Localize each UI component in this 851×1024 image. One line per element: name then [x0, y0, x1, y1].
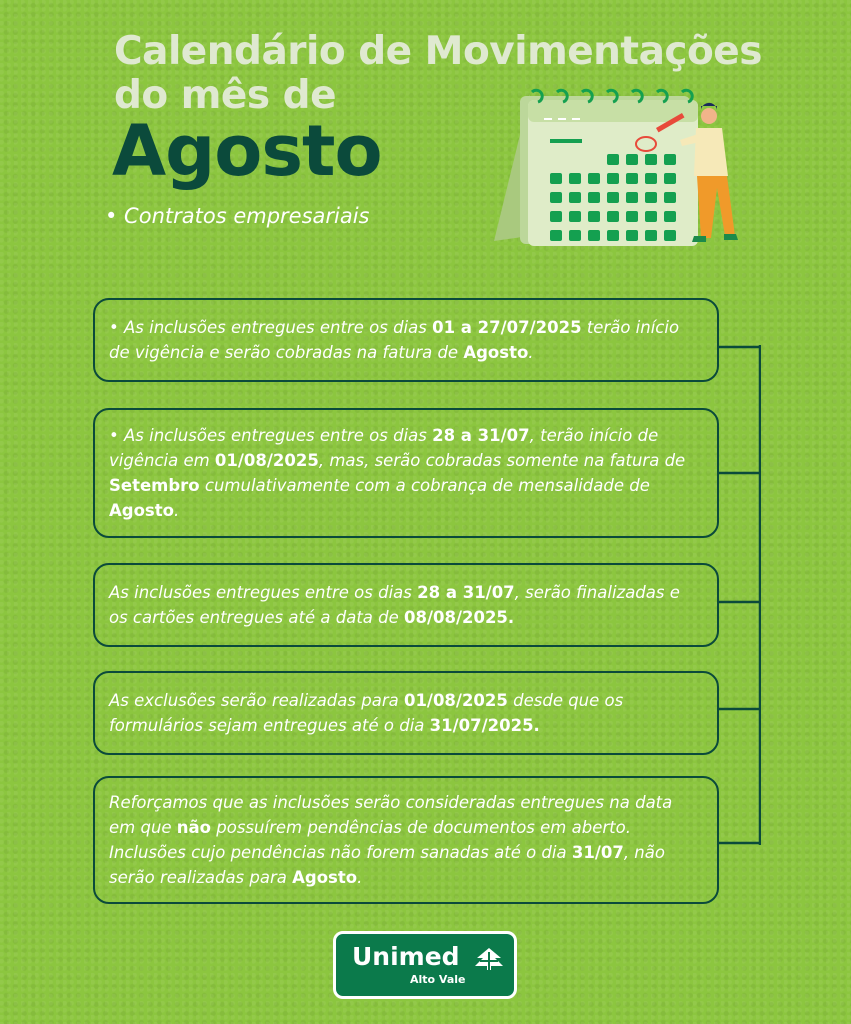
text-run: Reforçamos que as inclusões serão consideradas entregues na data em que: [109, 793, 673, 837]
calendar-cell: [550, 211, 562, 222]
info-box-5: [93, 776, 719, 904]
calendar-cell: [550, 192, 562, 203]
title-month: Agosto: [112, 110, 382, 192]
calendar-cell: [645, 230, 657, 241]
text-run: , serão finalizadas e os cartões entregues até a data de: [109, 583, 680, 627]
bold-run: 01/08/2025: [403, 691, 508, 710]
calendar-cell: [626, 173, 638, 184]
info-box-1: [93, 298, 719, 382]
bold-run: 01 a 27/07/2025: [432, 318, 582, 337]
bold-run: 28 a 31/07: [417, 583, 515, 602]
text-run: , não serão realizadas para: [109, 843, 665, 887]
title-line-1: Calendário de Movimentações: [114, 29, 762, 74]
logo-subtitle: Alto Vale: [410, 973, 466, 986]
calendar-cell: [607, 211, 619, 222]
logo-name: Unimed: [352, 942, 460, 971]
calendar-cell: [626, 211, 638, 222]
text-run: As inclusões entregues entre os dias: [109, 583, 418, 602]
calendar-cell: [664, 173, 676, 184]
text-run: desde que os formulários sejam entregues até o dia: [109, 691, 624, 735]
bold-run: 01/08/2025: [214, 451, 319, 470]
calendar-cell: [569, 173, 581, 184]
calendar-cell: [626, 230, 638, 241]
calendar-cell: [664, 230, 676, 241]
calendar-cell: [645, 173, 657, 184]
calendar-cell: [569, 211, 581, 222]
bold-run: não: [176, 818, 212, 837]
text-run: • As inclusões entregues entre os dias: [109, 426, 433, 445]
info-text-4: [109, 688, 703, 738]
text-run: , mas, serão cobradas somente na fatura de: [318, 451, 686, 470]
calendar-cell: [569, 230, 581, 241]
text-run: • As inclusões entregues entre os dias: [109, 318, 433, 337]
calendar-illustration: [494, 86, 744, 251]
text-run: .: [528, 343, 534, 362]
info-box-3: [93, 563, 719, 647]
calendar-cell: [645, 211, 657, 222]
calendar-cell: [550, 173, 562, 184]
calendar-cell: [588, 230, 600, 241]
unimed-logo: [333, 931, 517, 999]
info-text-1: [109, 315, 703, 365]
info-box-2: [93, 408, 719, 538]
text-run: .: [173, 501, 180, 520]
text-run: cumulativamente com a cobrança de mensalidade de: [199, 476, 650, 495]
bold-run: Agosto: [292, 868, 358, 887]
calendar-cell: [550, 230, 562, 241]
calendar-cell: [664, 192, 676, 203]
subtitle: • Contratos empresariais: [105, 204, 370, 228]
text-run: , terão início de vigência em: [109, 426, 659, 470]
connector-lines: [719, 345, 761, 845]
calendar-cell: [588, 211, 600, 222]
bold-run: 31/07/2025.: [429, 716, 540, 735]
text-run: .: [357, 868, 363, 887]
calendar-cell: [645, 154, 657, 165]
calendar-cell: [588, 173, 600, 184]
calendar-cell: [607, 173, 619, 184]
title-line-2: do mês de: [114, 73, 337, 118]
calendar-cell: [664, 154, 676, 165]
calendar-cell: [607, 154, 619, 165]
calendar-cell: [626, 192, 638, 203]
bold-run: 31/07: [571, 843, 624, 862]
calendar-cell: [664, 211, 676, 222]
bold-run: 08/08/2025.: [404, 608, 515, 627]
bold-run: Setembro: [109, 476, 200, 495]
bold-run: 28 a 31/07: [432, 426, 530, 445]
calendar-cell: [607, 230, 619, 241]
text-run: terão início de vigência e serão cobradas na fatura de: [109, 318, 680, 362]
calendar-cell: [645, 192, 657, 203]
text-run: As exclusões serão realizadas para: [109, 691, 404, 710]
info-text-5: [109, 790, 703, 890]
info-text-3: [109, 580, 703, 630]
calendar-cell: [626, 154, 638, 165]
text-run: possuírem pendências de documentos em aberto. Inclusões cujo pendências não forem sanadas até o dia: [109, 818, 631, 862]
info-box-4: [93, 671, 719, 755]
unimed-tree-icon: [474, 946, 504, 972]
info-text-2: [109, 423, 703, 523]
calendar-cell: [588, 192, 600, 203]
bold-run: Agosto: [463, 343, 529, 362]
calendar-cell: [607, 192, 619, 203]
bold-run: Agosto: [109, 501, 174, 520]
calendar-cell: [569, 192, 581, 203]
